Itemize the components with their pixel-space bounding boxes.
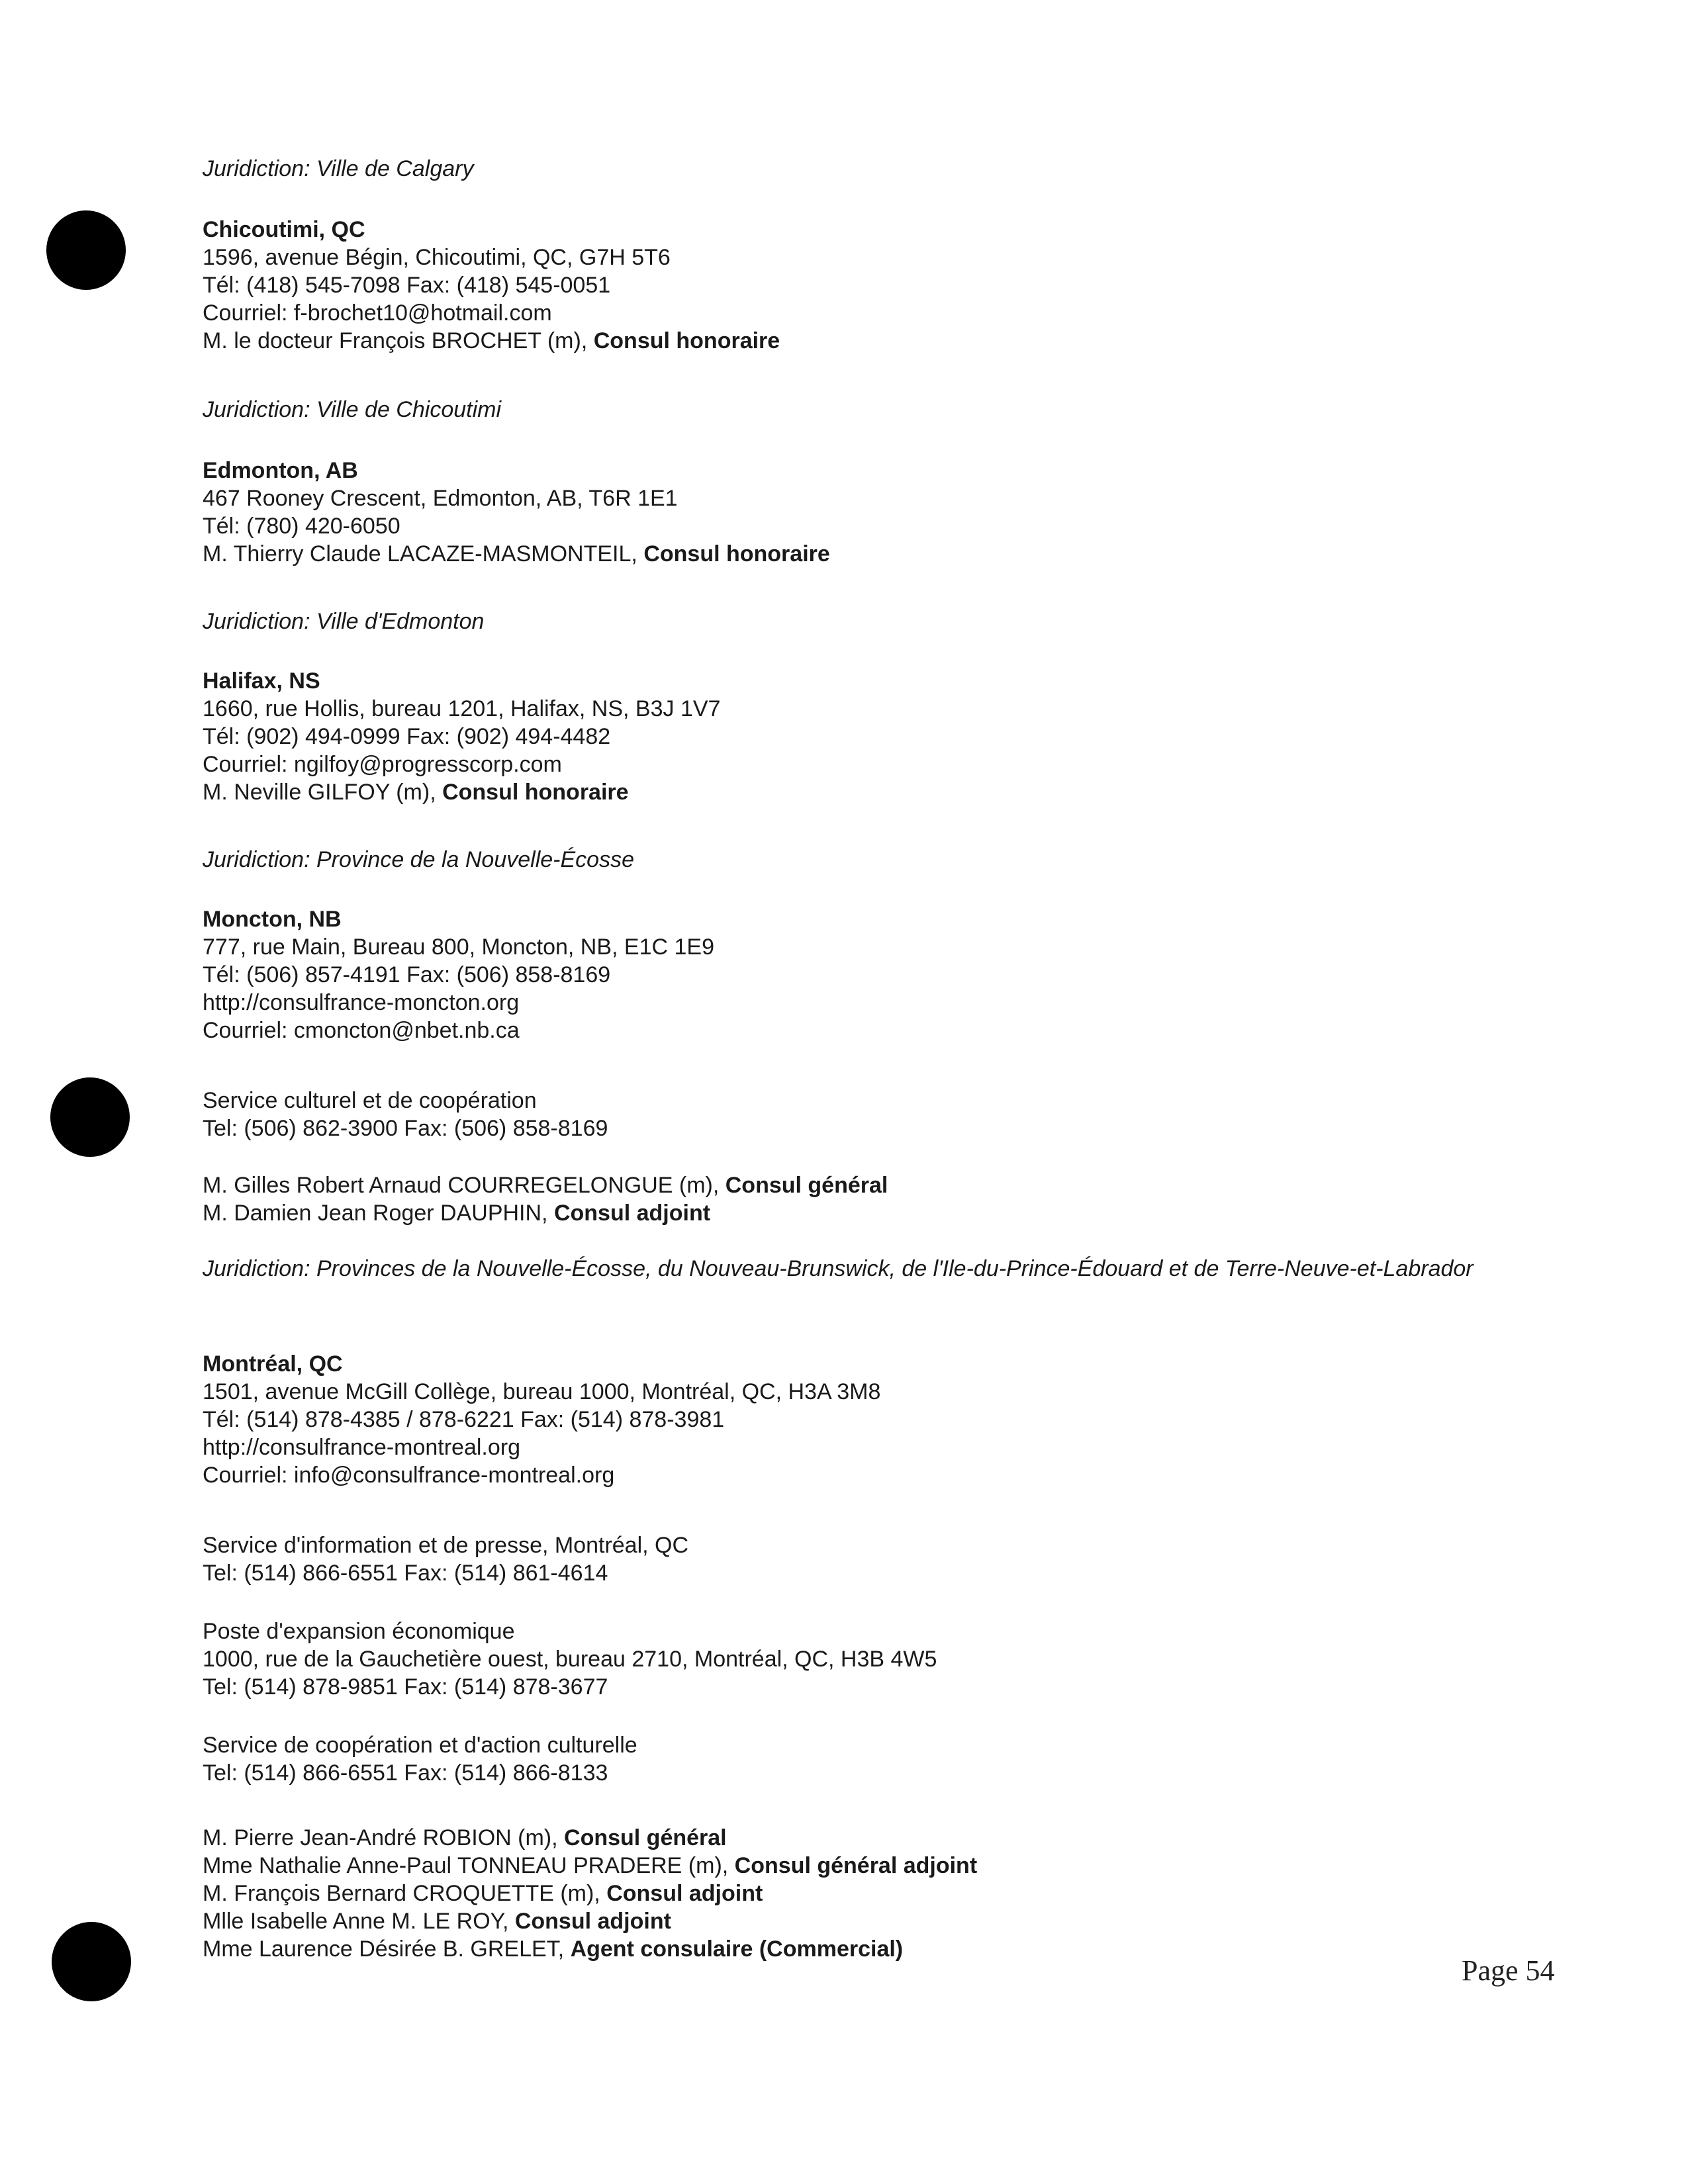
address-line: 467 Rooney Crescent, Edmonton, AB, T6R 1E1 bbox=[203, 486, 678, 511]
city-heading: Halifax, NS bbox=[203, 668, 320, 694]
punch-hole-middle bbox=[50, 1077, 130, 1157]
person-title: Agent consulaire (Commercial) bbox=[570, 1936, 904, 1962]
phone-line: Tél: (418) 545-7098 Fax: (418) 545-0051 bbox=[203, 273, 611, 298]
city-heading: Chicoutimi, QC bbox=[203, 217, 365, 242]
chicoutimi-entry bbox=[203, 216, 1542, 355]
montreal-staff bbox=[203, 1824, 1542, 1963]
person-name: Mme Nathalie Anne-Paul TONNEAU PRADERE (m), bbox=[203, 1853, 729, 1878]
person-name: M. Damien Jean Roger DAUPHIN, bbox=[203, 1201, 548, 1226]
person-title: Consul adjoint bbox=[553, 1201, 711, 1226]
person-title: Consul honoraire bbox=[442, 780, 629, 805]
phone-line: Tél: (506) 857-4191 Fax: (506) 858-8169 bbox=[203, 962, 611, 987]
punch-hole-top bbox=[46, 210, 126, 290]
email-line: Courriel: f-brochet10@hotmail.com bbox=[203, 300, 552, 326]
service-phone: Tel: (514) 878-9851 Fax: (514) 878-3677 bbox=[203, 1674, 608, 1700]
jurisdiction-text: Juridiction: Ville d'Edmonton bbox=[203, 609, 485, 634]
person-line bbox=[203, 327, 1542, 355]
email-line: Courriel: cmoncton@nbet.nb.ca bbox=[203, 1018, 520, 1043]
service-name: Service d'information et de presse, Montréal, QC bbox=[203, 1533, 689, 1558]
phone-line: Tél: (780) 420-6050 bbox=[203, 514, 400, 539]
jurisdiction-text: Juridiction: Ville de Calgary bbox=[203, 156, 474, 181]
person-line bbox=[203, 1171, 1542, 1199]
moncton-staff bbox=[203, 1171, 1542, 1227]
service-name: Poste d'expansion économique bbox=[203, 1619, 515, 1644]
service-phone: Tel: (506) 862-3900 Fax: (506) 858-8169 bbox=[203, 1116, 608, 1141]
person-name: Mlle Isabelle Anne M. LE ROY, bbox=[203, 1909, 509, 1934]
person-title: Consul général bbox=[725, 1173, 888, 1198]
address-line: 777, rue Main, Bureau 800, Moncton, NB, E1C 1E9 bbox=[203, 934, 715, 960]
punch-hole-bottom bbox=[52, 1922, 131, 2001]
email-line: Courriel: ngilfoy@progresscorp.com bbox=[203, 752, 562, 777]
person-title: Consul honoraire bbox=[643, 541, 830, 567]
montreal-cultural-service bbox=[203, 1731, 1542, 1787]
edmonton-jurisdiction-block bbox=[203, 608, 1542, 635]
person-name: M. Pierre Jean-André ROBION (m), bbox=[203, 1825, 558, 1850]
address-line: 1501, avenue McGill Collège, bureau 1000, Montréal, QC, H3A 3M8 bbox=[203, 1379, 881, 1404]
halifax-jurisdiction-block bbox=[203, 846, 1542, 874]
page-number: Page 54 bbox=[1462, 1954, 1555, 1987]
moncton-entry bbox=[203, 905, 1542, 1044]
address-line: 1660, rue Hollis, bureau 1201, Halifax, NS, B3J 1V7 bbox=[203, 696, 721, 721]
person-line bbox=[203, 778, 1542, 806]
city-heading: Moncton, NB bbox=[203, 907, 342, 932]
person-title: Consul honoraire bbox=[593, 328, 780, 353]
person-line bbox=[203, 1935, 1542, 1963]
montreal-press-service bbox=[203, 1531, 1542, 1587]
chicoutimi-jurisdiction-block bbox=[203, 396, 1542, 424]
person-title: Consul adjoint bbox=[606, 1881, 763, 1906]
phone-line: Tél: (902) 494-0999 Fax: (902) 494-4482 bbox=[203, 724, 611, 749]
person-name: M. Thierry Claude LACAZE-MASMONTEIL, bbox=[203, 541, 637, 567]
address-line: 1596, avenue Bégin, Chicoutimi, QC, G7H 5T6 bbox=[203, 245, 671, 270]
calgary-jurisdiction-block bbox=[203, 155, 1542, 183]
moncton-jurisdiction-block bbox=[203, 1255, 1542, 1283]
service-name: Service culturel et de coopération bbox=[203, 1088, 537, 1113]
moncton-cultural-service bbox=[203, 1087, 1542, 1142]
jurisdiction-text: Juridiction: Ville de Chicoutimi bbox=[203, 397, 502, 422]
jurisdiction-text: Juridiction: Province de la Nouvelle-Écosse bbox=[203, 847, 634, 872]
city-heading: Montréal, QC bbox=[203, 1351, 343, 1377]
montreal-entry bbox=[203, 1350, 1542, 1489]
service-phone: Tel: (514) 866-6551 Fax: (514) 866-8133 bbox=[203, 1760, 608, 1786]
person-name: M. François Bernard CROQUETTE (m), bbox=[203, 1881, 600, 1906]
person-line bbox=[203, 540, 1542, 568]
person-name: Mme Laurence Désirée B. GRELET, bbox=[203, 1936, 565, 1962]
service-name: Service de coopération et d'action culturelle bbox=[203, 1733, 637, 1758]
halifax-entry bbox=[203, 667, 1542, 806]
city-heading: Edmonton, AB bbox=[203, 458, 358, 483]
website-line: http://consulfrance-montreal.org bbox=[203, 1435, 521, 1460]
person-title: Consul général adjoint bbox=[734, 1853, 978, 1878]
website-line: http://consulfrance-moncton.org bbox=[203, 990, 520, 1015]
person-line bbox=[203, 1199, 1542, 1227]
person-line bbox=[203, 1824, 1542, 1852]
person-title: Consul adjoint bbox=[514, 1909, 671, 1934]
phone-line: Tél: (514) 878-4385 / 878-6221 Fax: (514) 878-3981 bbox=[203, 1407, 725, 1432]
person-line bbox=[203, 1907, 1542, 1935]
email-line: Courriel: info@consulfrance-montreal.org bbox=[203, 1463, 615, 1488]
montreal-economic-service bbox=[203, 1617, 1542, 1701]
person-name: M. Neville GILFOY (m), bbox=[203, 780, 436, 805]
edmonton-entry bbox=[203, 457, 1542, 568]
person-line bbox=[203, 1880, 1542, 1907]
person-title: Consul général bbox=[564, 1825, 727, 1850]
jurisdiction-text: Juridiction: Provinces de la Nouvelle-Écosse, du Nouveau-Brunswick, de l'Ile-du-Prince-Édouard et de Terre-Neuve-et-Labrador bbox=[203, 1256, 1474, 1281]
person-name: M. Gilles Robert Arnaud COURREGELONGUE (m), bbox=[203, 1173, 720, 1198]
person-name: M. le docteur François BROCHET (m), bbox=[203, 328, 588, 353]
service-address: 1000, rue de la Gauchetière ouest, bureau 2710, Montréal, QC, H3B 4W5 bbox=[203, 1647, 937, 1672]
person-line bbox=[203, 1852, 1542, 1880]
service-phone: Tel: (514) 866-6551 Fax: (514) 861-4614 bbox=[203, 1561, 608, 1586]
